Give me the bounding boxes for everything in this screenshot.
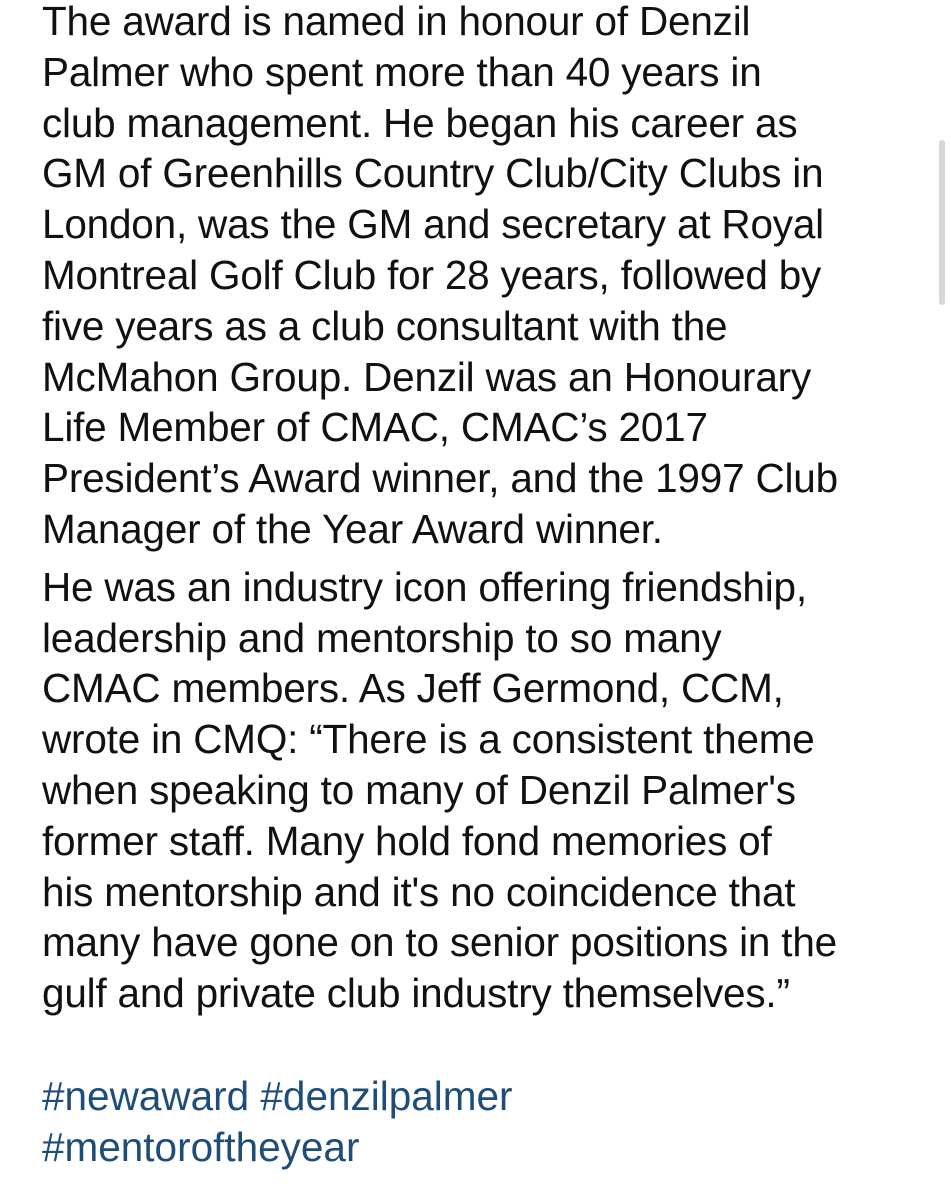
caption-line: leadership and mentorship to so many [42,614,722,661]
caption-line: Life Member of CMAC, CMAC’s 2017 [42,404,708,451]
caption-paragraph-2 [42,562,922,1019]
hashtag-newaward-link[interactable]: #newaward [42,1072,250,1119]
caption-line: Manager of the Year Award winner. [42,505,663,552]
hashtag-line [42,1122,922,1173]
caption-line: wrote in CMQ: “There is a consistent theme [42,716,815,763]
caption-line: many have gone on to senior positions in the [42,919,837,966]
caption-paragraph-1 [42,0,922,555]
caption-line: five years as a club consultant with the [42,302,728,349]
hashtag-mentoroftheyear-link[interactable]: #mentoroftheyear [42,1123,360,1170]
post-caption [42,0,922,1173]
caption-line: McMahon Group. Denzil was an Honourary [42,353,811,400]
hashtag-list [42,1071,922,1173]
scrollbar-thumb[interactable] [939,140,945,305]
caption-line: gulf and private club industry themselves.” [42,970,790,1017]
caption-line: GM of Greenhills Country Club/City Clubs in [42,150,824,197]
caption-line: his mentorship and it's no coincidence that [42,868,796,915]
hashtag-line [42,1071,922,1122]
caption-line: Palmer who spent more than 40 years in [42,48,762,95]
caption-line: Montreal Golf Club for 28 years, followed by [42,251,822,298]
caption-line: CMAC members. As Jeff Germond, CCM, [42,665,784,712]
hashtag-denzilpalmer-link[interactable]: #denzilpalmer [260,1072,513,1119]
caption-line: He was an industry icon offering friendship, [42,563,807,610]
caption-line: when speaking to many of Denzil Palmer's [42,766,796,813]
caption-line: London, was the GM and secretary at Royal [42,201,824,248]
caption-line: club management. He began his career as [42,99,798,146]
caption-line: former staff. Many hold fond memories of [42,817,772,864]
caption-line: The award is named in honour of Denzil [42,0,751,44]
caption-line: President’s Award winner, and the 1997 Club [42,455,838,502]
